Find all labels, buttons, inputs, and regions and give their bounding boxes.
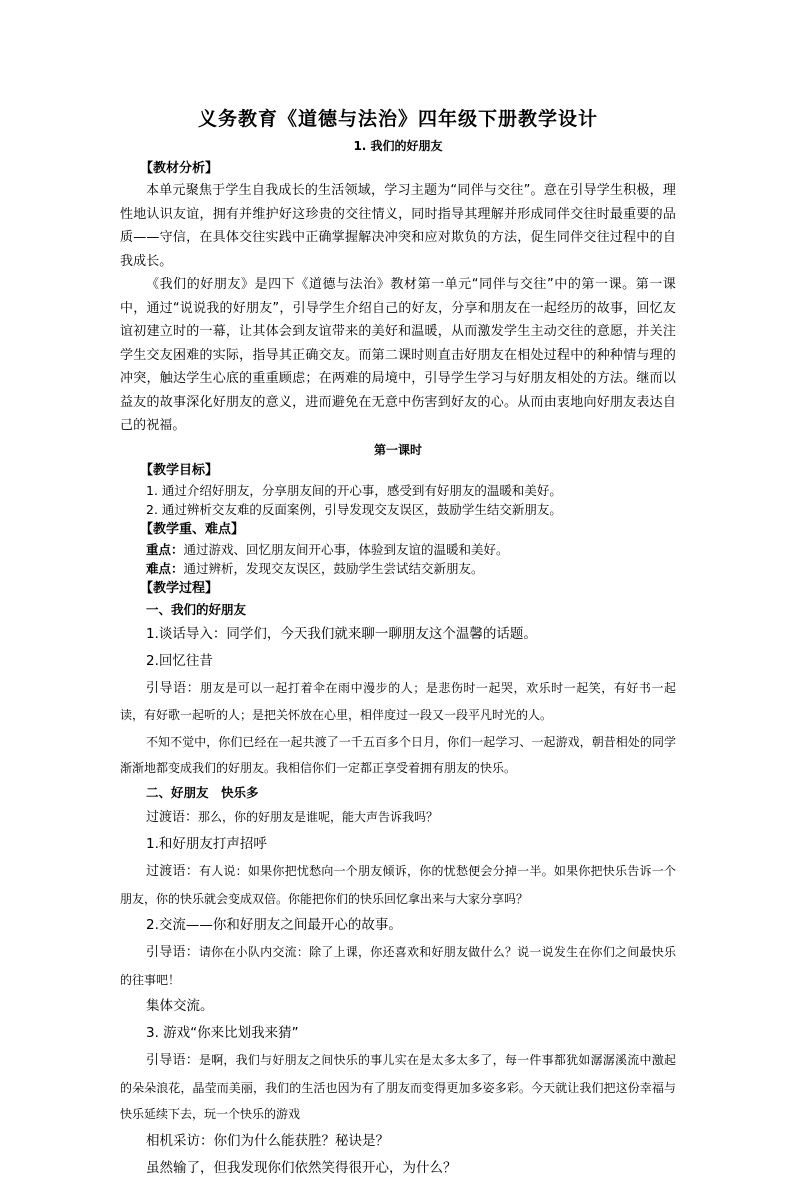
transition-speech-1 (120, 804, 676, 832)
process-section-2-heading: 二、好朋友 快乐多 (146, 784, 259, 800)
transition-speech-2 (120, 858, 676, 912)
guide-speech-1-label: 引导语： (146, 680, 201, 696)
guide-speech-3-text: 是啊，我们与好朋友之间快乐的事儿实在是太多太多了，每一件事都犹如潺潺溪流中激起的朵朵浪花，晶莹而美丽，我们的生活也因为有了朋友而变得更加多姿多彩。今天就让我们把这份幸福与快乐延续下去，玩一个快乐的游戏 (120, 1053, 676, 1121)
guide-speech-2 (120, 939, 676, 993)
section-heading-goals: 【教学目标】 (140, 462, 219, 478)
session-title: 第一课时 (373, 442, 422, 457)
key-point-label: 重点： (146, 541, 184, 557)
transition-speech-1-label: 过渡语： (146, 809, 199, 825)
goal-item-1: 1. 通过介绍好朋友，分享朋友间的开心事，感受到有好朋友的温暖和美好。 (146, 482, 562, 498)
difficult-point-label: 难点： (146, 560, 184, 576)
section-heading-material: 【教材分析】 (140, 161, 219, 176)
lesson-title: 1. 我们的好朋友 (353, 139, 443, 153)
key-point-text: 通过游戏、回忆朋友间开心事，体验到友谊的温暖和美好。 (183, 541, 509, 557)
process-section-1-heading: 一、我们的好朋友 (146, 601, 247, 617)
section-heading-keypoints: 【教学重、难点】 (140, 521, 245, 537)
transition-speech-2-label: 过渡语： (146, 864, 199, 879)
goal-item-2: 2. 通过辨析交友难的反面案例，引导发现交友误区，鼓励学生结交新朋友。 (146, 501, 562, 517)
step-recall: 2.回忆往昔 (146, 652, 213, 669)
material-paragraph-2: 《我们的好朋友》是四下《道德与法治》教材第一单元“同伴与交往”中的第一课。第一课中，通过“说说我的好朋友”，引导学生介绍自己的好友，分享和朋友在一起经历的故事，回忆友谊初建立时的一幕，让其体会到友谊带来的美好和温暖，从而激发学生主动交往的意愿，并关注学生交友困难的实际，指导其正确交友。而第二课时则直击好朋友在相处过程中的种种情与理的冲突，触达学生心底的重重顾虑；在两难的局境中，引导学生学习与好朋友相处的方法。继而以益友的故事深化好朋友的意义，进而避免在无意中伤害到好友的心。从而由衷地向好朋友表达自己的祝福。 (120, 277, 676, 433)
material-paragraph-1: 本单元聚焦于学生自我成长的生活领域，学习主题为“同伴与交往”。意在引导学生积极，理性地认识友谊，拥有并维护好这珍贵的交往情义，同时指导其理解并形成同伴交往时最重要的品质——守信，在具体交往实践中正确掌握解决冲突和应对欺负的方法，促生同伴交往过程中的自我成长。 (120, 183, 676, 269)
section-heading-process: 【教学过程】 (140, 580, 219, 596)
lost-question: 虽然输了，但我发现你们依然笑得很开心，为什么？ (146, 1159, 457, 1176)
guide-speech-3-label: 引导语： (146, 1053, 199, 1068)
guide-speech-3 (120, 1047, 676, 1128)
difficult-point (120, 559, 676, 578)
transition-speech-2-text: 有人说：如果你把忧愁向一个朋友倾诉，你的忧愁便会分掉一半。如果你把快乐告诉一个朋友，你的快乐就会变成双倍。你能把你们的快乐回忆拿出来与大家分享吗？ (120, 864, 676, 906)
guide-speech-2-text: 请你在小队内交流：除了上课，你还喜欢和好朋友做什么？说一说发生在你们之间最快乐的往事吧！ (120, 945, 676, 987)
document-title: 义务教育《道德与法治》四年级下册教学设计 (197, 108, 598, 130)
difficult-point-text: 通过辨析，发现交友误区，鼓励学生尝试结交新朋友。 (183, 560, 484, 576)
step-share-story: 2.交流——你和好朋友之间最开心的故事。 (146, 917, 402, 933)
key-point (120, 540, 676, 559)
document-body (120, 104, 676, 1182)
transition-speech-1-text: 那么，你的好朋友是谁呢，能大声告诉我吗？ (198, 809, 439, 824)
interview-question: 相机采访：你们为什么能获胜？秘诀是？ (146, 1132, 389, 1149)
guide-speech-1 (120, 675, 676, 729)
step-greet-friend: 1.和好朋友打声招呼 (146, 836, 267, 852)
guide-speech-1-continued: 不知不觉中，你们已经在一起共渡了一千五百多个日月，你们一起学习、一起游戏，朝昔相处的同学渐渐地都变成我们的好朋友。我相信你们一定都正享受着拥有朋友的快乐。 (120, 734, 676, 775)
guide-speech-1-text: 朋友是可以一起打着伞在雨中漫步的人；是悲伤时一起哭，欢乐时一起笑，有好书一起读，有好歌一起听的人；是把关怀放在心里，相伴度过一段又一段平凡时光的人。 (120, 680, 676, 722)
collective-exchange: 集体交流。 (146, 998, 214, 1014)
step-game: 3. 游戏“你来比划我来猜” (146, 1025, 299, 1041)
step-talk-intro: 1.谈话导入：同学们，今天我们就来聊一聊朋友这个温馨的话题。 (146, 625, 537, 642)
guide-speech-2-label: 引导语： (146, 945, 199, 960)
